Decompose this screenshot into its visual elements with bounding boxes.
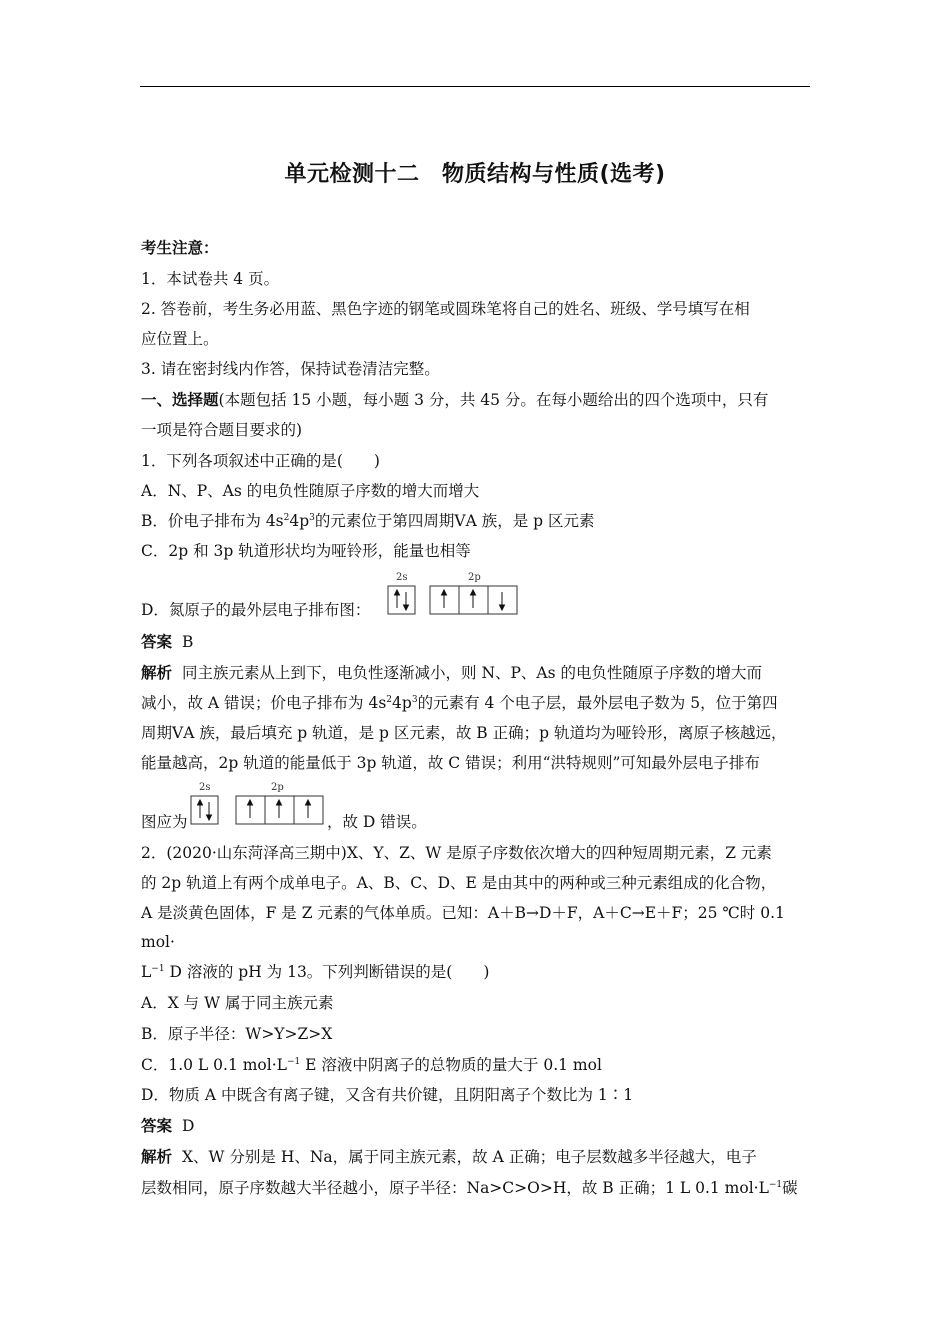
electron-down-arrow (207, 802, 212, 820)
orbital-label-2s: 2s (396, 572, 408, 583)
question-1-option-c: C．2p 和 3p 轨道形状均为哑铃形，能量也相等 (141, 542, 471, 560)
notice-item: 3. 请在密封线内作答，保持试卷清洁完整。 (141, 360, 440, 378)
question-2-option-c: C．1.0 L 0.1 $mol\cdot L^{-1}$ E 溶液中阴离子的总物质的量大于 0.1 mol (141, 1056, 602, 1074)
question-2-answer: 答案 D (141, 1117, 195, 1135)
question-1-stem: 1．下列各项叙述中正确的是( ) (141, 452, 380, 470)
question-2-analysis: 解析 X、W 分别是 H、Na，属于同主族元素，故 A 正确；电子层数越多半径越大，电子 (141, 1148, 757, 1166)
electron-up-arrow (442, 590, 447, 608)
electron-down-arrow (500, 592, 505, 610)
notice-item: 应位置上。 (141, 330, 219, 348)
question-1-analysis: 解析 同主族元素从上到下，电负性逐渐减小，则 N、P、As 的电负性随原子序数的增大而 (141, 664, 763, 682)
notice-item: 2. 答卷前，考生务必用蓝、黑色字迹的钢笔或圆珠笔将自己的姓名、班级、学号填写在相 (141, 300, 750, 318)
page-title: 单元检测十二 物质结构与性质(选考) (284, 162, 666, 187)
section-desc-cont: 一项是符合题目要求的) (141, 421, 303, 439)
electron-up-arrow (198, 800, 203, 818)
question-2-option-a: A．X 与 W 属于同主族元素 (141, 994, 334, 1012)
analysis-line: 周期ⅤA 族，最后填充 p 轨道，是 p 区元素，故 B 正确；p 轨道均为哑铃形，离原子核越远， (141, 724, 787, 742)
question-2-stem: 2．(2020·山东菏泽高三期中)X、Y、Z、W 是原子序数依次增大的四种短周期元素，Z 元素 (141, 844, 772, 862)
option-d-text: D．氮原子的最外层电子排布图： (141, 601, 371, 619)
analysis-line: 能量越高，2p 轨道的能量低于 3p 轨道，故 C 错误；利用“洪特规则”可知最外层电子排布 (141, 754, 760, 772)
electron-up-arrow (395, 590, 400, 608)
question-2-option-d: D．物质 A 中既含有离子键，又含有共价键，且阴阳离子个数比为 1∶1 (141, 1086, 634, 1104)
question-2-stem-line: mol· (141, 933, 175, 951)
orbital-box-2s (191, 796, 218, 824)
section-heading-line (141, 390, 768, 410)
question-2-stem-line: $L^{-1}$ D 溶液的 pH 为 13。下列判断错误的是( ) (141, 963, 490, 981)
electron-up-arrow (471, 590, 476, 608)
orbital-diagram-correct (189, 780, 329, 828)
question-2-option-b: B．原子半径：W>Y>Z>X (141, 1025, 333, 1043)
notice-heading: 考生注意： (141, 239, 219, 257)
orbital-label-2p: 2p (271, 782, 284, 793)
analysis-line: 减小，故 A 错误；价电子排布为 $4s^24p^3$的元素有 4 个电子层，最外层电子数为 5，位于第四 (141, 694, 778, 712)
orbital-label-2p: 2p (468, 572, 481, 583)
question-1-answer: 答案 B (141, 633, 194, 651)
question-1-option-b: B．价电子排布为 $4s^24p^3$的元素位于第四周期ⅤA 族，是 p 区元素 (141, 512, 595, 530)
orbital-diagram (384, 570, 524, 618)
notice-item: 1．本试卷共 4 页。 (141, 270, 280, 288)
section-heading: 一、选择题 (141, 391, 219, 409)
electron-up-arrow (248, 800, 253, 818)
section-desc: (本题包括 15 小题，每小题 3 分，共 45 分。在每小题给出的四个选项中，只有 (218, 391, 769, 409)
electron-up-arrow (306, 800, 311, 818)
electron-down-arrow (404, 592, 409, 610)
analysis-line: 层数相同，原子序数越大半径越小，原子半径：Na>C>O>H，故 B 正确；1 L 0.1 $mol\cdot L^{-1}$碳 (141, 1179, 798, 1197)
header-rule (140, 86, 810, 87)
question-2-stem-line: 的 2p 轨道上有两个成单电子。A、B、C、D、E 是由其中的两种或三种元素组成的化合物， (141, 874, 777, 892)
question-2-stem-line: A 是淡黄色固体，F 是 Z 元素的气体单质。已知：A＋B→D＋F，A＋C→E＋F；25 ℃时 0.1 (141, 904, 785, 922)
orbital-box-2s (388, 586, 415, 614)
electron-up-arrow (277, 800, 282, 818)
orbital-label-2s: 2s (199, 782, 211, 793)
question-1-option-a: A．N、P、As 的电负性随原子序数的增大而增大 (141, 482, 480, 500)
